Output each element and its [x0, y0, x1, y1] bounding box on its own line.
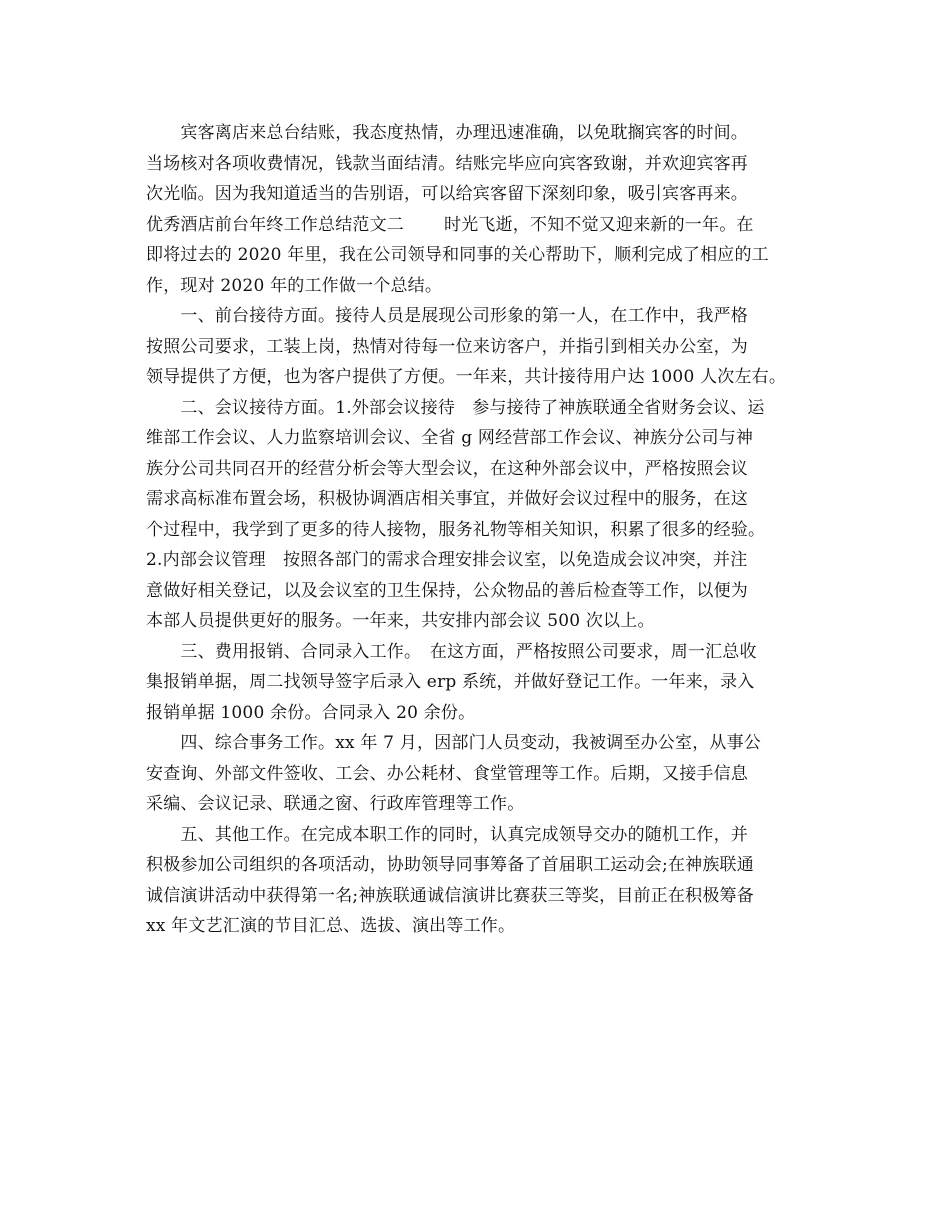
text-line: 报销单据 1000 余份。合同录入 20 余份。 [146, 702, 476, 723]
text-line: 维部工作会议、人力监察培训会议、全省 g 网经营部工作会议、神族分公司与神 [146, 428, 754, 448]
text-line: 即将过去的 2020 年里，我在公司领导和同事的关心帮助下，顺利完成了相应的工 [146, 245, 769, 265]
text-line: 诚信演讲活动中获得第一名;神族联通诚信演讲比赛获三等奖，目前正在积极筹备 [146, 885, 754, 906]
text-line: 族分公司共同召开的经营分析会等大型会议，在这种外部会议中，严格按照会议 [146, 458, 748, 479]
text-line: 需求高标准布置会场，积极协调酒店相关事宜，并做好会议过程中的服务，在这 [146, 489, 748, 509]
text-line: 宾客离店来总台结账，我态度热情，办理迅速准确，以免耽搁宾客的时间。 [146, 123, 748, 143]
text-line: 安查询、外部文件签收、工会、办公耗材、食堂管理等工作。后期，又接手信息 [146, 763, 748, 784]
text-line: 次光临。因为我知道适当的告别语，可以给宾客留下深刻印象，吸引宾客再来。 [146, 184, 748, 204]
text-line: 当场核对各项收费情况，钱款当面结清。结账完毕应向宾客致谢，并欢迎宾客再 [146, 153, 748, 174]
text-line: 个过程中，我学到了更多的待人接物，服务礼物等相关知识，积累了很多的经验。 [146, 519, 766, 540]
text-line: 领导提供了方便，也为客户提供了方便。一年来，共计接待用户达 1000 人次左右。 [146, 367, 787, 387]
text-line: 五、其他工作。在完成本职工作的同时，认真完成领导交办的随机工作，并 [146, 824, 748, 845]
text-line: 一、前台接待方面。接待人员是展现公司形象的第一人，在工作中，我严格 [146, 306, 748, 326]
text-line: 集报销单据，周二找领导签字后录入 erp 系统，并做好登记工作。一年来，录入 [146, 672, 755, 692]
document-body [146, 118, 806, 942]
text-line: 优秀酒店前台年终工作总结范文二 时光飞逝，不知不觉又迎来新的一年。在 [146, 214, 754, 235]
text-line: 采编、会议记录、联通之窗、行政库管理等工作。 [146, 794, 525, 814]
text-line: 三、费用报销、合同录入工作。 在这方面，严格按照公司要求，周一汇总收 [146, 641, 757, 662]
text-line: 2.内部会议管理 按照各部门的需求合理安排会议室，以免造成会议冲突，并注 [146, 550, 748, 570]
text-line: 积极参加公司组织的各项活动，协助领导同事筹备了首届职工运动会;在神族联通 [146, 855, 754, 875]
text-line: 四、综合事务工作。xx 年 7 月，因部门人员变动，我被调至办公室，从事公 [146, 733, 762, 753]
text-line: 意做好相关登记，以及会议室的卫生保持，公众物品的善后检查等工作，以便为 [146, 580, 748, 601]
text-line: 本部人员提供更好的服务。一年来，共安排内部会议 500 次以上。 [146, 611, 655, 631]
text-line: 作，现对 2020 年的工作做一个总结。 [146, 275, 443, 296]
text-line: 二、会议接待方面。1.外部会议接待 参与接待了神族联通全省财务会议、运 [146, 397, 765, 418]
text-line: xx 年文艺汇演的节目汇总、选拔、演出等工作。 [146, 916, 516, 936]
text-line: 按照公司要求，工装上岗，热情对待每一位来访客户，并指引到相关办公室，为 [146, 336, 748, 357]
